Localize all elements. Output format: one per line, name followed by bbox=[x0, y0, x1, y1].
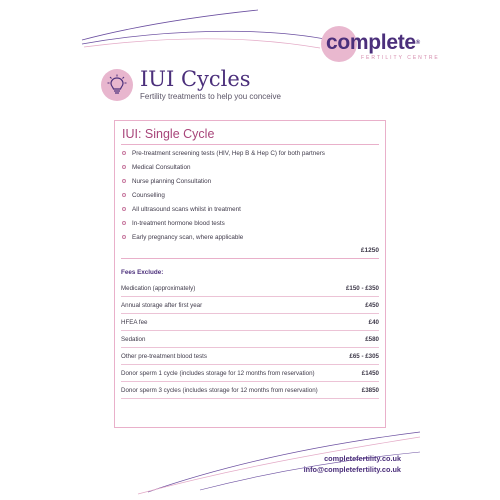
list-item-text: Early pregnancy scan, where applicable bbox=[132, 234, 244, 241]
logo-subtitle: FERTILITY CENTRE bbox=[361, 55, 440, 61]
bullet-circle-icon bbox=[122, 193, 126, 197]
list-item bbox=[121, 147, 381, 161]
website-link[interactable]: completefertility.co.uk bbox=[324, 454, 401, 463]
table-row bbox=[121, 348, 379, 365]
fee-price: £3850 bbox=[361, 387, 379, 394]
list-item-text: Nurse planning Consultation bbox=[132, 178, 212, 185]
list-item bbox=[121, 189, 381, 203]
logo-word-text: complete bbox=[326, 31, 416, 54]
complete-fertility-logo bbox=[321, 26, 440, 64]
list-item bbox=[121, 217, 381, 231]
fee-label: Other pre-treatment blood tests bbox=[121, 353, 207, 360]
fee-label: Donor sperm 3 cycles (includes storage for 12 months from reservation) bbox=[121, 387, 318, 394]
lightbulb-icon bbox=[101, 69, 133, 101]
list-item-text: All ultrasound scans whilst in treatment bbox=[132, 206, 241, 213]
list-item-text: Counselling bbox=[132, 192, 165, 199]
excludes-table bbox=[121, 280, 379, 399]
list-item-text: Medical Consultation bbox=[132, 164, 191, 171]
bullet-circle-icon bbox=[122, 235, 126, 239]
table-row bbox=[121, 314, 379, 331]
fee-label: Sedation bbox=[121, 336, 146, 343]
list-item bbox=[121, 231, 381, 245]
divider bbox=[121, 144, 379, 145]
list-item bbox=[121, 175, 381, 189]
list-item-text: In-treatment hormone blood tests bbox=[132, 220, 225, 227]
list-item-text: Pre-treatment screening tests (HIV, Hep B & Hep C) for both partners bbox=[132, 150, 325, 157]
fee-label: HFEA fee bbox=[121, 319, 148, 326]
fee-price: £150 - £350 bbox=[345, 285, 379, 292]
bullet-circle-icon bbox=[122, 179, 126, 183]
card-title: IUI: Single Cycle bbox=[122, 127, 215, 141]
total-price: £1250 bbox=[360, 247, 379, 254]
page-subtitle: Fertility treatments to help you conceive bbox=[140, 92, 281, 101]
includes-list bbox=[121, 147, 381, 245]
divider bbox=[121, 258, 379, 259]
table-row bbox=[121, 297, 379, 314]
fee-price: £1450 bbox=[361, 370, 379, 377]
contact-block bbox=[304, 453, 401, 475]
bullet-circle-icon bbox=[122, 207, 126, 211]
table-row bbox=[121, 365, 379, 382]
fee-price: £580 bbox=[365, 336, 379, 343]
pricing-card bbox=[114, 120, 386, 428]
list-item bbox=[121, 203, 381, 217]
bullet-circle-icon bbox=[122, 165, 126, 169]
fee-label: Medication (approximately) bbox=[121, 285, 196, 292]
list-item bbox=[121, 161, 381, 175]
email-link[interactable]: info@completefertility.co.uk bbox=[303, 465, 401, 474]
bullet-circle-icon bbox=[122, 221, 126, 225]
fee-price: £65 - £305 bbox=[349, 353, 379, 360]
logo-registered-mark: ® bbox=[415, 40, 420, 46]
bullet-circle-icon bbox=[122, 151, 126, 155]
table-row bbox=[121, 382, 379, 399]
fee-price: £450 bbox=[365, 302, 379, 309]
logo-wordmark bbox=[326, 32, 420, 54]
fee-label: Donor sperm 1 cycle (includes storage for 12 months from reservation) bbox=[121, 370, 315, 377]
fee-label: Annual storage after first year bbox=[121, 302, 203, 309]
fee-price: £40 bbox=[368, 319, 379, 326]
page-title: IUI Cycles bbox=[140, 67, 251, 91]
table-row bbox=[121, 280, 379, 297]
table-row bbox=[121, 331, 379, 348]
excludes-heading: Fees Exclude: bbox=[121, 269, 164, 276]
